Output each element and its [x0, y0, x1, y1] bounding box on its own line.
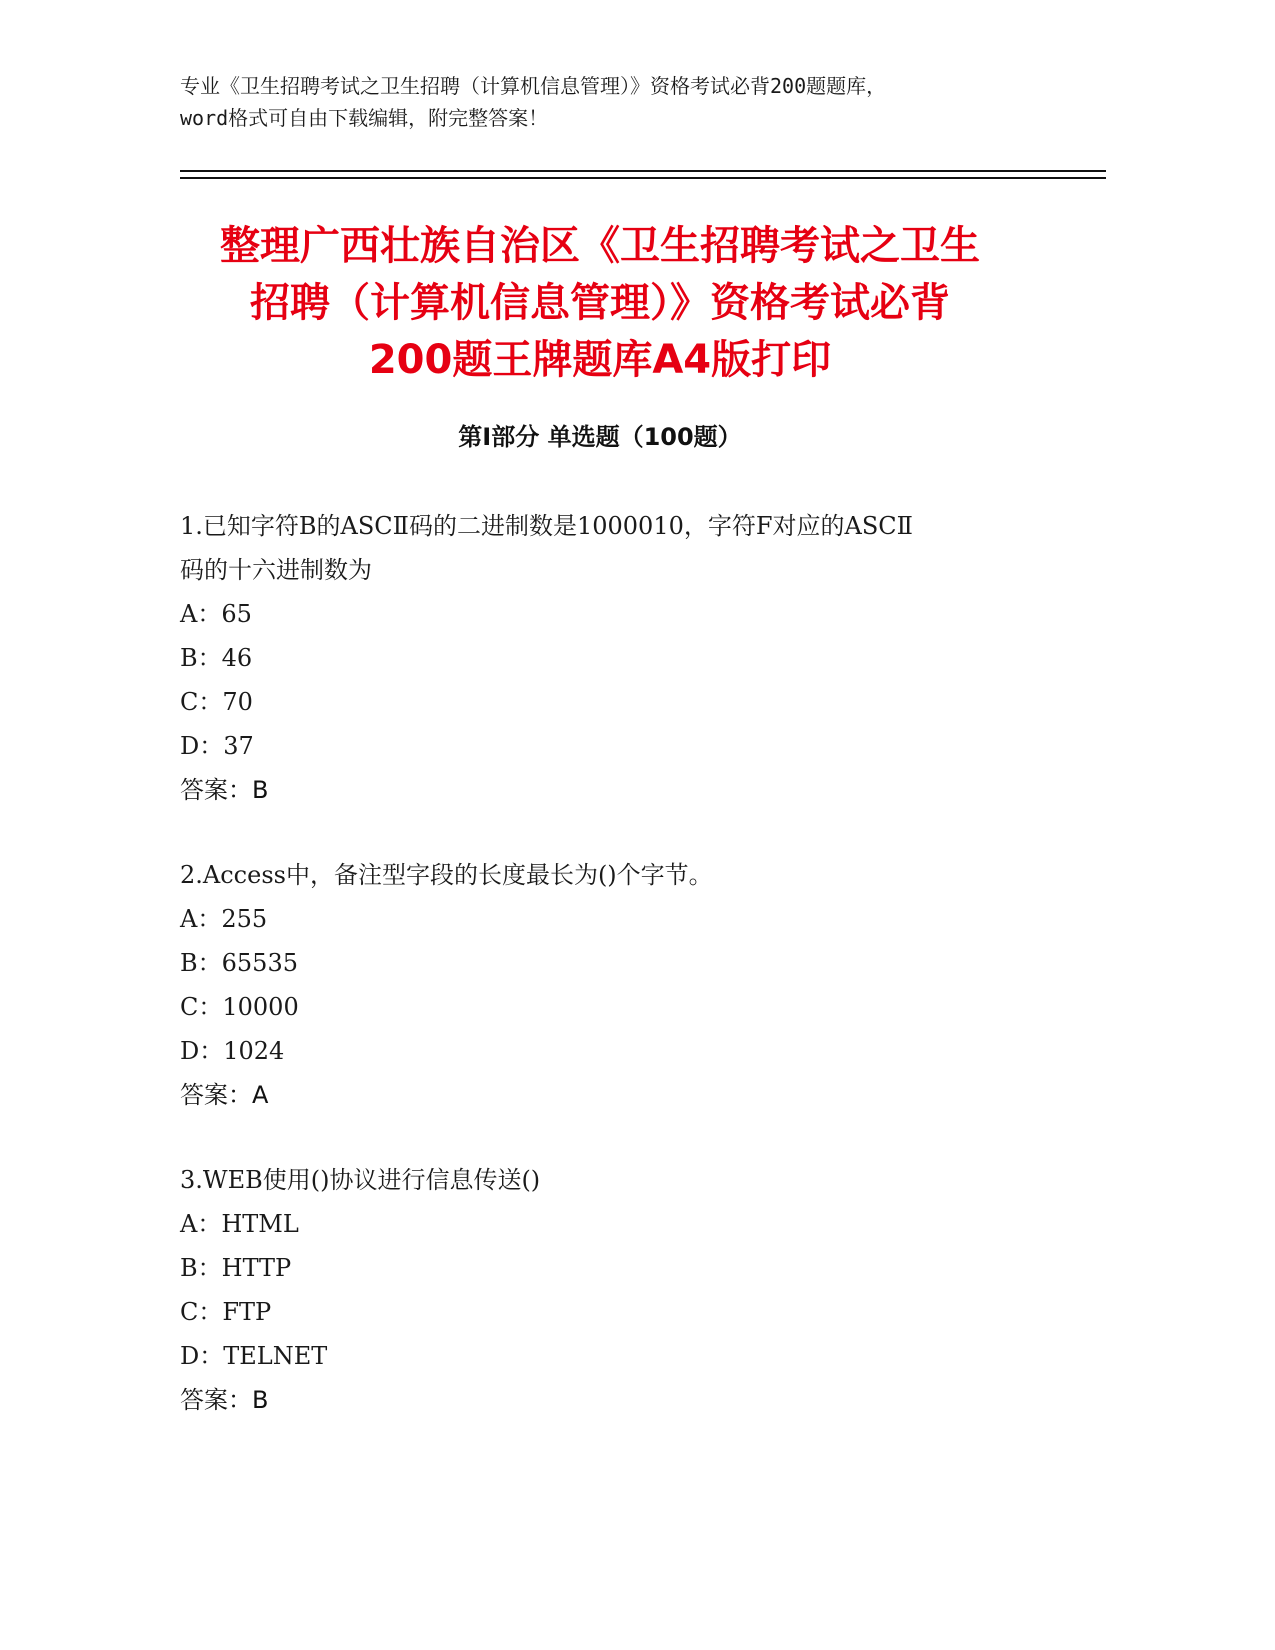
option-a: A：65: [180, 600, 252, 628]
option-d: D：1024: [180, 1037, 285, 1065]
title-line-3: 200题王牌题库A4版打印: [368, 337, 832, 383]
header-note: [180, 70, 1080, 134]
option-a: A：HTML: [180, 1210, 299, 1238]
header-note-line-2: word格式可自由下载编辑，附完整答案！: [180, 106, 549, 130]
option-b: B：65535: [180, 949, 298, 977]
question-1: [180, 504, 1060, 812]
option-c: C：70: [180, 688, 253, 716]
option-a: A：255: [180, 905, 268, 933]
question-3: [180, 1158, 1060, 1422]
question-stem: [180, 504, 1060, 592]
option-b: B：HTTP: [180, 1254, 292, 1282]
option-c: C：10000: [180, 993, 299, 1021]
option-b: B：46: [180, 644, 253, 672]
option-c: C：FTP: [180, 1298, 272, 1326]
title-line-2: 招聘（计算机信息管理）》资格考试必背: [250, 280, 950, 326]
header-divider-bottom: [180, 177, 1106, 179]
option-d: D：TELNET: [180, 1342, 328, 1370]
answer-line: 答案：B: [180, 776, 269, 804]
document-title: [160, 218, 1040, 389]
answer-line: 答案：B: [180, 1386, 269, 1414]
question-stem-line-1: 1.已知字符B的ASCⅡ码的二进制数是1000010，字符F对应的ASCⅡ: [180, 512, 913, 540]
question-2: [180, 853, 1060, 1117]
question-stem: 3.WEB使用()协议进行信息传送(): [180, 1166, 541, 1194]
answer-line: 答案：A: [180, 1081, 269, 1109]
header-divider-top: [180, 170, 1106, 172]
question-stem-line-2: 码的十六进制数为: [180, 556, 372, 584]
question-stem: 2.Access中，备注型字段的长度最长为()个字节。: [180, 861, 713, 889]
header-note-line-1: 专业《卫生招聘考试之卫生招聘（计算机信息管理）》资格考试必背200题题库，: [180, 74, 887, 98]
title-line-1: 整理广西壮族自治区《卫生招聘考试之卫生: [220, 223, 980, 269]
option-d: D：37: [180, 732, 254, 760]
section-heading: 第Ⅰ部分 单选题（100题）: [458, 423, 742, 451]
